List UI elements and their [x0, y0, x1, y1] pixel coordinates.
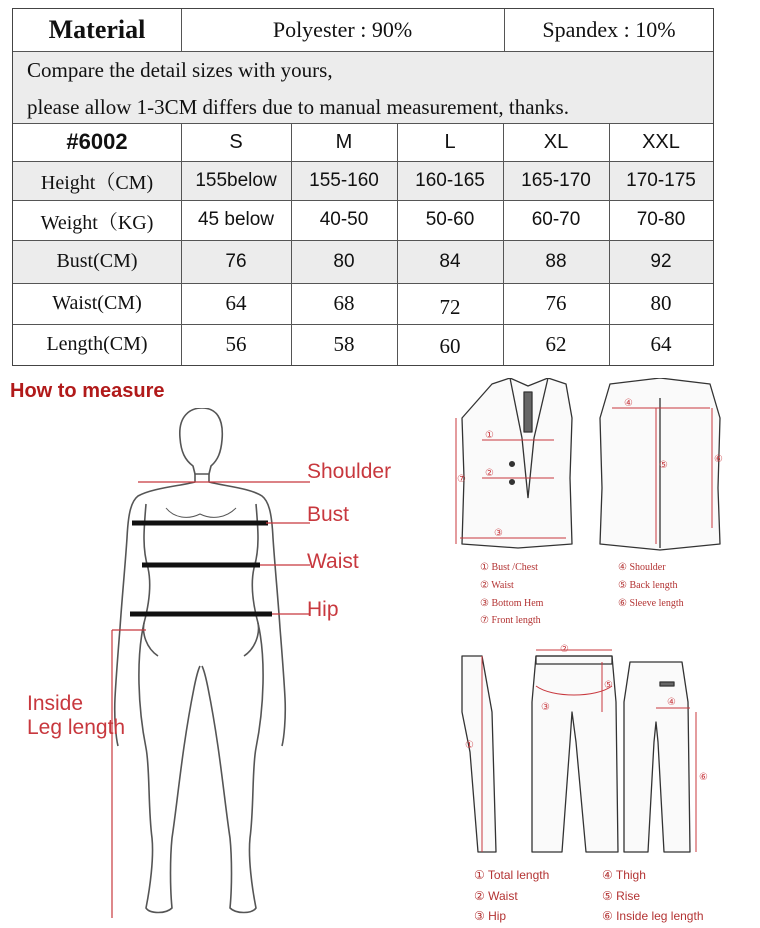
bust-label: Bust	[307, 503, 350, 526]
jacket-marker: ⑥	[714, 454, 723, 465]
size-header: L	[444, 130, 456, 153]
spandex-value: Spandex : 10%	[542, 17, 676, 42]
row-label-height: Height（CM)	[13, 161, 181, 200]
size-header: XXL	[642, 130, 680, 153]
row-label-bust: Bust(CM)	[13, 240, 181, 283]
table-cell: 70-80	[636, 209, 686, 230]
jacket-marker: ④	[624, 398, 633, 409]
table-cell: 76	[545, 291, 567, 315]
table-cell: 62	[545, 332, 567, 356]
table-cell: 45 below	[197, 209, 275, 230]
polyester-value: Polyester : 90%	[272, 17, 413, 42]
table-divider	[13, 123, 713, 124]
pants-marker: ③	[541, 702, 550, 713]
shoulder-label: Shoulder	[307, 460, 392, 483]
jacket-marker: ②	[485, 468, 494, 479]
jacket-marker: ⑦	[457, 474, 466, 485]
table-cell: 64	[225, 291, 247, 315]
table-divider	[13, 200, 713, 201]
jacket-legend-item: ② Waist	[480, 580, 514, 591]
table-cell: 72	[439, 295, 461, 319]
pants-marker: ⑤	[604, 680, 613, 691]
model-number: #6002	[66, 129, 128, 154]
jacket-marker: ①	[485, 430, 494, 441]
jacket-marker: ③	[494, 528, 503, 539]
jacket-legend-item: ③ Bottom Hem	[480, 598, 544, 609]
pants-marker: ①	[465, 740, 474, 751]
table-divider	[397, 123, 398, 365]
table-cell: 92	[609, 240, 713, 283]
jacket-legend-item: ⑥ Sleeve length	[618, 598, 684, 609]
table-cell: 165-170	[503, 161, 609, 200]
note-area	[13, 51, 713, 123]
note-line-2: please allow 1-3CM differs due to manual measurement, thanks.	[27, 95, 569, 119]
table-cell: 80	[650, 291, 672, 315]
jacket-diagram	[448, 378, 728, 558]
table-cell: 58	[333, 332, 355, 356]
table-cell: 88	[503, 240, 609, 283]
table-divider	[181, 123, 182, 365]
jacket-legend-item: ① Bust /Chest	[480, 562, 538, 573]
pants-legend-item: ① Total length	[474, 868, 550, 882]
pants-legend-item: ③ Hip	[474, 909, 507, 923]
table-cell: 84	[397, 240, 503, 283]
size-header: M	[335, 130, 353, 153]
inside-leg-label-2: Leg length	[27, 716, 126, 739]
table-divider	[181, 9, 182, 51]
table-cell: 40-50	[319, 209, 369, 230]
pants-marker: ⑥	[699, 772, 708, 783]
row-label-length: Length(CM)	[46, 333, 148, 355]
table-cell: 68	[333, 291, 355, 315]
table-divider	[13, 240, 713, 241]
table-cell: 80	[291, 240, 397, 283]
table-cell: 155below	[181, 161, 291, 200]
table-cell: 60-70	[531, 209, 581, 230]
table-cell: 56	[225, 332, 247, 356]
table-cell: 160-165	[397, 161, 503, 200]
body-figure-illustration	[90, 408, 320, 928]
jacket-marker: ⑤	[659, 460, 668, 471]
waist-label: Waist	[307, 550, 359, 573]
note-line-1: Compare the detail sizes with yours,	[27, 58, 333, 82]
table-cell: 64	[650, 332, 672, 356]
pants-legend-item: ② Waist	[474, 889, 518, 903]
table-cell: 155-160	[291, 161, 397, 200]
table-divider	[503, 123, 504, 365]
table-cell: 76	[181, 240, 291, 283]
size-header: XL	[543, 130, 569, 153]
size-header: S	[229, 130, 243, 153]
pants-legend-item: ④ Thigh	[602, 868, 646, 882]
table-divider	[504, 9, 505, 51]
pants-diagram	[452, 642, 722, 862]
pants-legend-item: ⑥ Inside leg length	[602, 909, 704, 923]
how-to-measure-title: How to measure	[10, 380, 165, 402]
jacket-legend-item: ④ Shoulder	[618, 562, 666, 573]
pants-legend-item: ⑤ Rise	[602, 889, 641, 903]
row-label-waist: Waist(CM)	[52, 292, 142, 314]
table-cell: 50-60	[425, 209, 475, 230]
table-divider	[609, 123, 610, 365]
table-divider	[291, 123, 292, 365]
jacket-legend-item: ⑦ Front length	[480, 615, 541, 626]
table-cell: 170-175	[609, 161, 713, 200]
jacket-legend-item: ⑤ Back length	[618, 580, 678, 591]
hip-label: Hip	[307, 598, 339, 621]
row-label-weight: Weight（KG)	[40, 211, 154, 234]
table-divider	[13, 161, 713, 162]
pants-marker: ④	[667, 697, 676, 708]
material-label: Material	[48, 15, 146, 44]
table-divider	[13, 283, 713, 284]
inside-leg-label-1: Inside	[27, 692, 84, 715]
pants-marker: ②	[560, 644, 569, 655]
table-cell: 60	[439, 334, 461, 358]
table-divider	[13, 51, 713, 52]
table-divider	[13, 324, 713, 325]
size-chart-table	[12, 8, 714, 366]
